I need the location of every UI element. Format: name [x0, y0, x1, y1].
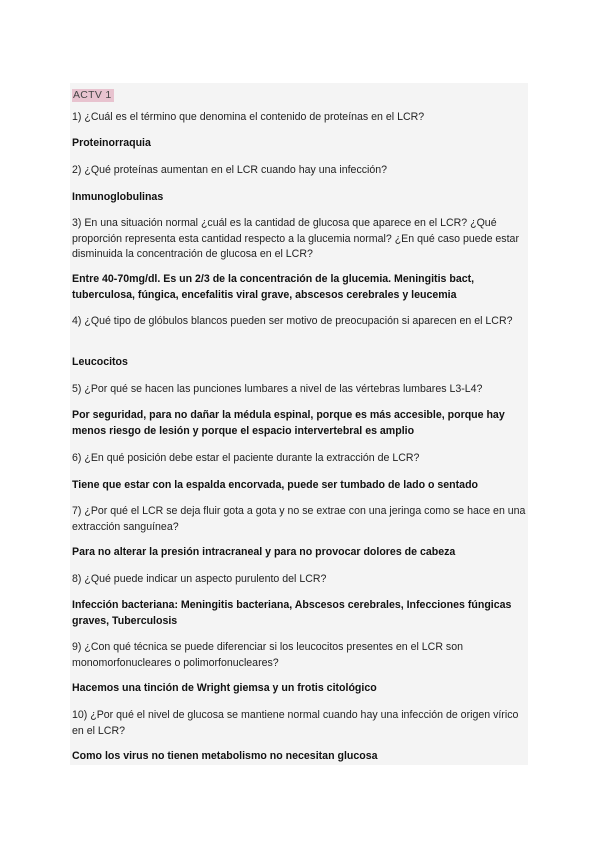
answer-6: Tiene que estar con la espalda encorvada, puede ser tumbado de lado o sentado	[72, 479, 479, 491]
answer-8: Infección bacteriana: Meningitis bacteriana, Abscesos cerebrales, Infecciones fúngicas graves, Tuberculosis	[72, 599, 512, 627]
question-2: 2) ¿Qué proteínas aumentan en el LCR cuando hay una infección?	[72, 164, 388, 176]
question-4: 4) ¿Qué tipo de glóbulos blancos pueden ser motivo de preocupación si aparecen en el LCR?	[72, 315, 513, 327]
document-title: ACTV 1	[73, 89, 112, 101]
answer-10: Como los virus no tienen metabolismo no necesitan glucosa	[72, 750, 378, 762]
answer-5: Por seguridad, para no dañar la médula espinal, porque es más accesible, porque hay menos riesgo de lesión y porque el espacio intervertebral es amplio	[72, 409, 505, 437]
answer-1: Proteinorraquia	[72, 137, 151, 149]
question-6: 6) ¿En qué posición debe estar el paciente durante la extracción de LCR?	[72, 452, 420, 464]
question-10: 10) ¿Por qué el nivel de glucosa se mantiene normal cuando hay una infección de origen vírico en el LCR?	[72, 709, 519, 737]
answer-2: Inmunoglobulinas	[72, 191, 164, 203]
question-9: 9) ¿Con qué técnica se puede diferenciar si los leucocitos presentes en el LCR son monomorfonucleares o polimorfonucleares?	[72, 641, 464, 669]
question-5: 5) ¿Por qué se hacen las punciones lumbares a nivel de las vértebras lumbares L3-L4?	[72, 383, 483, 395]
question-8: 8) ¿Qué puede indicar un aspecto purulento del LCR?	[72, 573, 327, 585]
answer-9: Hacemos una tinción de Wright giemsa y un frotis citológico	[72, 682, 377, 694]
question-1: 1) ¿Cuál es el término que denomina el contenido de proteínas en el LCR?	[72, 111, 425, 123]
document-body	[72, 85, 527, 762]
question-3: 3) En una situación normal ¿cuál es la cantidad de glucosa que aparece en el LCR? ¿Qué proporción representa esta cantidad respecto a la glucemia normal? ¿En qué caso puede estar disminuida la concentración de glucosa en el LCR?	[72, 217, 519, 260]
answer-4: Leucocitos	[72, 356, 128, 368]
answer-7: Para no alterar la presión intracraneal y para no provocar dolores de cabeza	[72, 546, 456, 558]
answer-3: Entre 40-70mg/dl. Es un 2/3 de la concentración de la glucemia. Meningitis bact, tuberculosa, fúngica, encefalitis viral grave, abscesos cerebrales y leucemia	[72, 273, 475, 301]
question-7: 7) ¿Por qué el LCR se deja fluir gota a gota y no se extrae con una jeringa como se hace en una extracción sanguínea?	[72, 505, 526, 533]
